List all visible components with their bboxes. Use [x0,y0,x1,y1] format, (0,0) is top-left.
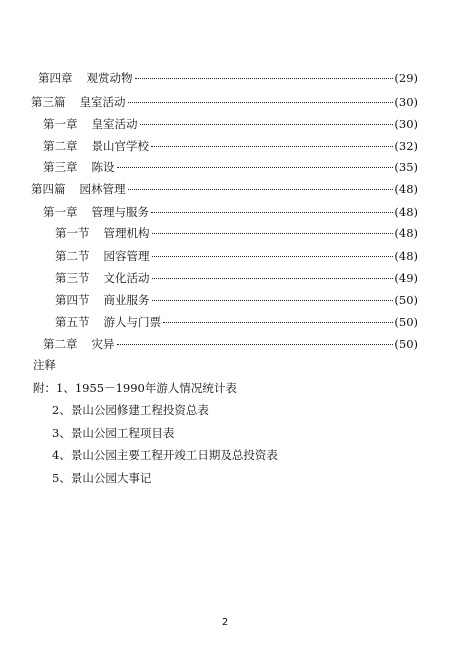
toc-entry [55,315,418,329]
leader-dots [128,189,394,190]
toc-entry-page: (50) [394,315,418,329]
leader-dots [152,278,394,279]
toc-entry [31,95,418,109]
leader-dots [117,344,394,345]
toc-entry-title: 第三篇 皇室活动 [31,95,126,109]
leader-dots [152,256,394,257]
toc-entry [55,271,418,285]
leader-dots [151,212,393,213]
appendix-item: 4、景山公园主要工程开竣工日期及总投资表 [52,448,278,462]
toc-entry [55,226,418,240]
toc-entry-title: 第五节 游人与门票 [55,315,161,329]
toc-entry-title: 第二章 景山官学校 [43,139,149,153]
appendix-prefix: 附： [33,381,56,395]
leader-dots [151,146,393,147]
leader-dots [140,124,394,125]
toc-entry [43,117,418,131]
toc-entry-title: 第三章 陈设 [43,160,115,174]
toc-entry [31,182,418,196]
toc-entry-page: (48) [394,182,418,196]
toc-entry-title: 第四篇 园林管理 [31,182,126,196]
leader-dots [152,300,394,301]
leader-dots [152,233,394,234]
toc-entry-title: 第二章 灾异 [43,337,115,351]
toc-entry-page: (48) [394,205,418,219]
toc-entry-title: 第一章 皇室活动 [43,117,138,131]
toc-entry [55,293,418,307]
appendix-item: 3、景山公园工程项目表 [52,426,175,440]
appendix-item: 5、景山公园大事记 [52,471,152,485]
leader-dots [163,322,393,323]
toc-entry [43,337,418,351]
appendix-item [33,381,237,395]
appendix-item: 2、景山公园修建工程投资总表 [52,403,209,417]
toc-entry-page: (30) [394,117,418,131]
notes-heading: 注释 [33,358,56,372]
toc-entry-page: (49) [394,271,418,285]
toc-entry-page: (50) [394,293,418,307]
toc-entry-page: (29) [394,71,418,85]
toc-entry-page: (30) [394,95,418,109]
toc-entry [43,205,418,219]
toc-entry [43,139,418,153]
toc-entry-page: (48) [394,249,418,263]
toc-entry-title: 第一章 管理与服务 [43,205,149,219]
toc-entry-page: (32) [394,139,418,153]
appendix-item-text: 1、1955－1990年游人情况统计表 [56,381,237,395]
toc-entry-title: 第四章 观赏动物 [38,71,133,85]
leader-dots [117,167,394,168]
toc-entry [55,249,418,263]
toc-entry-title: 第二节 园容管理 [55,249,150,263]
toc-entry-page: (50) [394,337,418,351]
toc-entry-title: 第三节 文化活动 [55,271,150,285]
toc-entry-title: 第一节 管理机构 [55,226,150,240]
toc-entry-page: (35) [394,160,418,174]
toc-entry-page: (48) [394,226,418,240]
page-number: 2 [221,617,229,628]
toc-entry-title: 第四节 商业服务 [55,293,150,307]
toc-entry [43,160,418,174]
leader-dots [128,102,394,103]
toc-entry [38,71,418,85]
leader-dots [135,78,394,79]
